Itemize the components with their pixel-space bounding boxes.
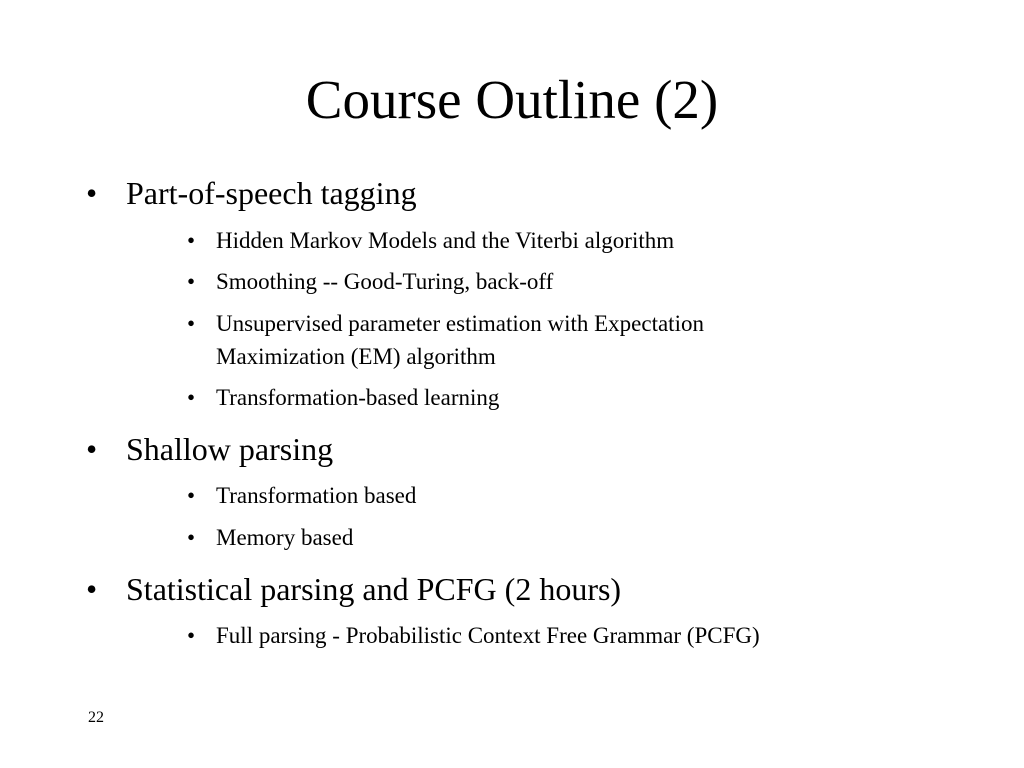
sub-bullet-icon: • [187,483,196,508]
sub-bullet-text: Transformation-based learning [216,385,500,410]
page-number: 22 [88,709,104,726]
sub-bullet-item [187,265,887,298]
sub-bullet-icon: • [187,385,196,410]
bullet-item [86,570,621,608]
bullet-icon: • [86,571,98,607]
bullet-heading: Shallow parsing [126,431,334,467]
sub-bullet-text: Full parsing - Probabilistic Context Free Grammar (PCFG) [216,623,760,648]
sub-bullet-item [187,479,887,512]
sub-bullet-text: Hidden Markov Models and the Viterbi algorithm [216,228,675,253]
sub-bullet-icon: • [187,269,196,294]
sub-bullet-icon: • [187,623,196,648]
slide-title: Course Outline (2) [305,69,719,130]
bullet-icon: • [86,175,98,211]
sub-bullet-icon: • [187,525,196,550]
sub-bullet-item [187,307,887,373]
sub-bullet-item [187,224,887,257]
sub-bullet-text: Smoothing -- Good-Turing, back-off [216,269,554,294]
sub-bullet-text: Transformation based [216,483,417,508]
bullet-icon: • [86,431,98,467]
sub-bullet-text: Memory based [216,525,354,550]
sub-bullet-icon: • [187,311,196,336]
sub-bullet-item [187,381,887,414]
sub-bullet-item [187,619,887,652]
sub-bullet-text: Unsupervised parameter estimation with Expectation Maximization (EM) algorithm [216,311,704,369]
bullet-heading: Statistical parsing and PCFG (2 hours) [126,571,622,607]
bullet-item [86,430,333,468]
sub-bullet-item [187,521,887,554]
bullet-item [86,174,417,212]
bullet-heading: Part-of-speech tagging [126,175,417,211]
sub-bullet-icon: • [187,228,196,253]
